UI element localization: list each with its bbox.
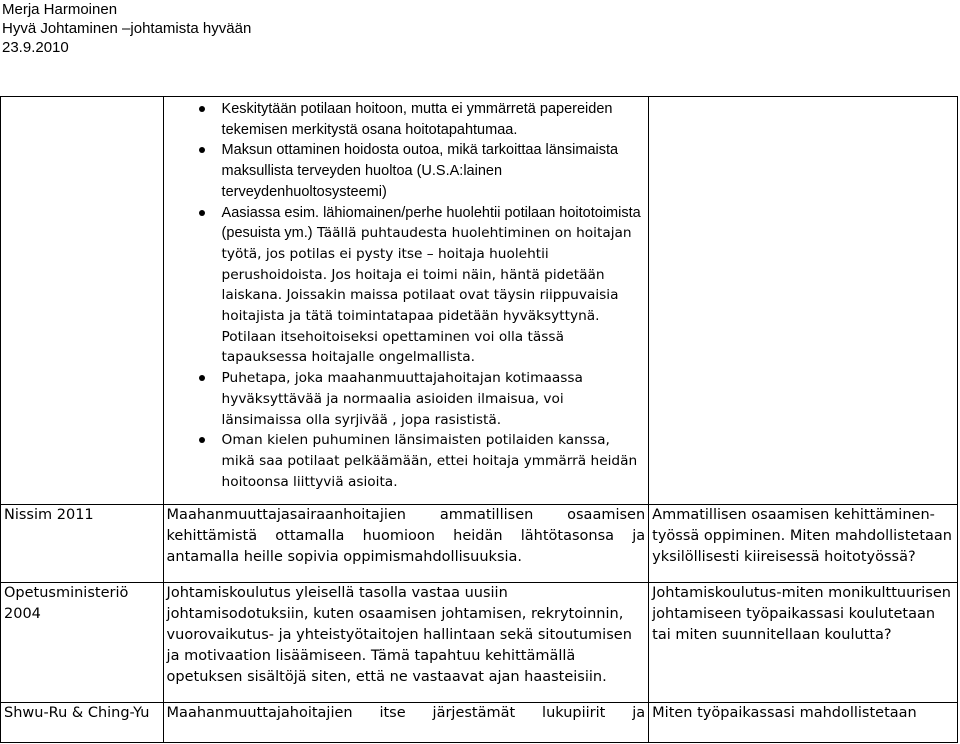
- conclusion-cell: Miten työpaikassasi mahdollistetaan: [649, 703, 958, 743]
- conclusion-cell: Ammatillisen osaamisen kehittäminen-työssä oppiminen. Miten mahdollistetaan yksilöllisesti kiireisessä hoitotyössä?: [649, 505, 958, 583]
- source-cell: Nissim 2011: [1, 505, 164, 583]
- empty-cell: [1, 97, 164, 505]
- finding-cell: Maahanmuuttajasairaanhoitajien ammatillisen osaamisen kehittämistä ottamalla huomioon heidän lähtötasonsa ja antamalla heille sopivia oppimismahdollisuuksia.: [163, 505, 649, 583]
- list-item: Aasiassa esim. lähiomainen/perhe huolehtii potilaan hoitotoimista (pesuista ym.) Täällä puhtaudesta huolehtiminen on hoitajan työtä, jos potilas ei pysty itse – hoitaja huolehtii perushoidoista. Jos hoitaja ei toimi näin, häntä pidetään laiskana. Joissakin maissa potilaat ovat täysin riippuvaisia hoitajista ja tätä toimintatapaa pidetään hyväksyttynä. Potilaan itsehoitoiseksi opettaminen voi olla tässä tapauksessa hoitajalle ongelmallista.: [167, 203, 646, 369]
- finding-cell: Maahanmuuttajahoitajien itse järjestämät lukupiirit ja: [163, 703, 649, 743]
- table-row: [1, 703, 958, 743]
- bullet-cell: [163, 97, 649, 505]
- document-date: 23.9.2010: [2, 39, 69, 56]
- source-cell: Shwu-Ru & Ching-Yu: [1, 703, 164, 743]
- table-row: [1, 505, 958, 583]
- table-row: [1, 583, 958, 703]
- finding-cell: Johtamiskoulutus yleisellä tasolla vastaa uusiin johtamisodotuksiin, kuten osaamisen johtamisen, rekrytoinnin, vuorovaikutus- ja yhteistyötaitojen hallintaan sekä sitoutumisen ja motivaation lisäämiseen. Tämä tapahtuu kehittämällä opetuksen sisältöjä siten, että ne vastaavat ajan haasteisiin.: [163, 583, 649, 703]
- conclusion-cell: Johtamiskoulutus-miten monikulttuurisen johtamiseen työpaikassasi koulutetaan tai miten suunnitellaan koulutta?: [649, 583, 958, 703]
- list-item: Oman kielen puhuminen länsimaisten potilaiden kanssa, mikä saa potilaat pelkäämään, ettei hoitaja ymmärrä heidän hoitoonsa liittyviä asioita.: [167, 430, 646, 492]
- document-title: Hyvä Johtaminen –johtamista hyvään: [2, 20, 252, 37]
- list-item: Maksun ottaminen hoidosta outoa, mikä tarkoittaa länsimaista maksullista terveyden huoltoa (U.S.A:lainen terveydenhuoltosysteemi): [167, 140, 646, 202]
- document-header: [2, 0, 251, 57]
- bullet-list: [167, 99, 646, 492]
- list-item: Keskitytään potilaan hoitoon, mutta ei ymmärretä papereiden tekemisen merkitystä osana hoitotapahtumaa.: [167, 99, 646, 140]
- list-item: Puhetapa, joka maahanmuuttajahoitajan kotimaassa hyväksyttävää ja normaalia asioiden ilmaisua, voi länsimaissa olla syrjivää , jopa rasististä.: [167, 368, 646, 430]
- source-cell: Opetusministeriö 2004: [1, 583, 164, 703]
- findings-table: [0, 96, 958, 743]
- table-row: [1, 97, 958, 505]
- author-name: Merja Harmoinen: [2, 1, 118, 18]
- empty-cell: [649, 97, 958, 505]
